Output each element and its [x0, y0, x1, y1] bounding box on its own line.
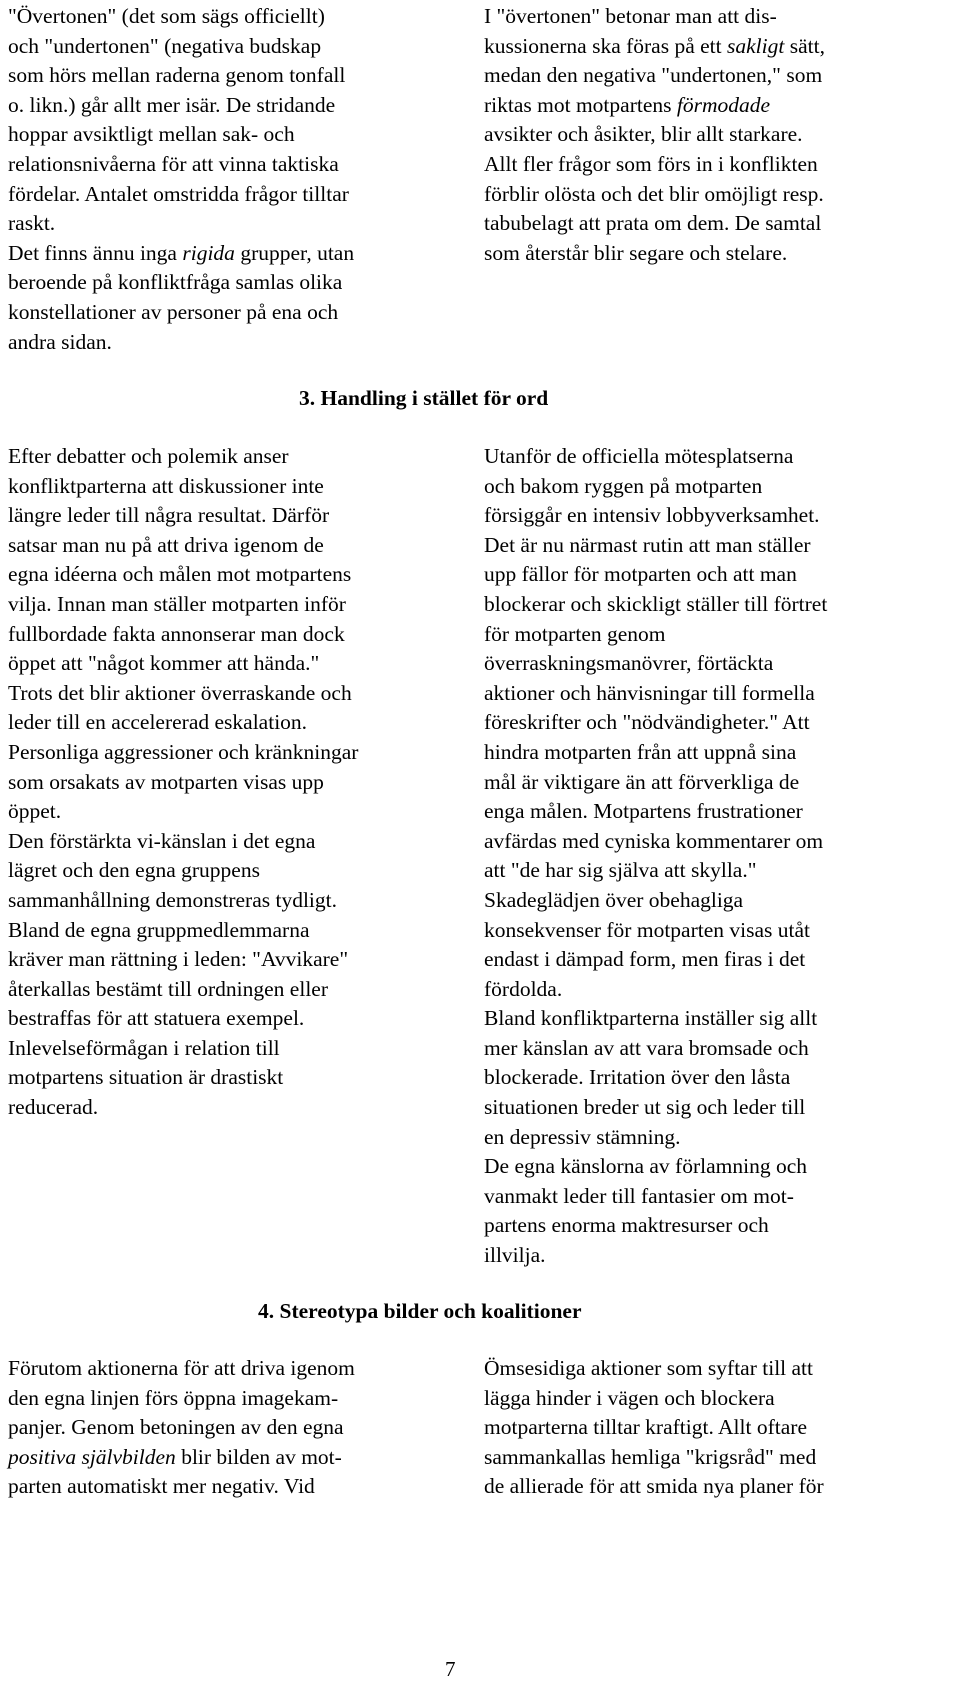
- text-line: Det finns ännu inga rigida grupper, utan: [8, 240, 355, 265]
- text-line: öppet.: [8, 799, 62, 824]
- text-line: återkallas bestämt till ordningen eller: [8, 976, 329, 1001]
- text-line: tabubelagt att prata om dem. De samtal: [484, 211, 822, 236]
- text-line: leder till en accelererad eskalation.: [8, 710, 308, 735]
- text-line: Den förstärkta vi-känslan i det egna: [8, 828, 316, 853]
- text-line: partens enorma maktresurser och: [484, 1213, 769, 1238]
- text-line: kräver man rättning i leden: "Avvikare": [8, 947, 349, 972]
- text-line: konfliktparterna att diskussioner inte: [8, 473, 324, 498]
- text-line: andra sidan.: [8, 329, 112, 354]
- text-line: som återstår blir segare och stelare.: [484, 240, 788, 265]
- text-line: sammankallas hemliga "krigsråd" med: [484, 1444, 817, 1469]
- text-line: fördelar. Antalet omstridda frågor tilltar: [8, 181, 349, 206]
- text-line: som hörs mellan raderna genom tonfall: [8, 63, 346, 88]
- text-line: satsar man nu på att driva igenom de: [8, 532, 324, 557]
- section3-left-column: [8, 442, 468, 1123]
- text-line: avfärdas med cyniska kommentarer om: [484, 828, 824, 853]
- text-line: konsekvenser för motparten visas utåt: [484, 917, 810, 942]
- text-line: egna idéerna och målen mot motpartens: [8, 562, 352, 587]
- text-line: Trots det blir aktioner överraskande och: [8, 680, 352, 705]
- text-line: lägret och den egna gruppens: [8, 858, 260, 883]
- text-line: situationen breder ut sig och leder till: [484, 1095, 806, 1120]
- text-line: blockerade. Irritation över den låsta: [484, 1065, 791, 1090]
- text-line: motpartens situation är drastiskt: [8, 1065, 284, 1090]
- text-line: riktas mot motpartens förmodade: [484, 92, 771, 117]
- page-number: 7: [445, 1657, 456, 1681]
- text-line: konstellationer av personer på ena och: [8, 299, 339, 324]
- text-line: parten automatiskt mer negativ. Vid: [8, 1474, 315, 1499]
- text-line: fördolda.: [484, 976, 563, 1001]
- text-line: försiggår en intensiv lobbyverksamhet.: [484, 503, 820, 528]
- text-line: blockerar och skickligt ställer till förtret: [484, 591, 828, 616]
- text-line: hindra motparten från att uppnå sina: [484, 739, 797, 764]
- text-line: illvilja.: [484, 1243, 546, 1268]
- text-line: Efter debatter och polemik anser: [8, 444, 289, 468]
- text-line: aktioner och hänvisningar till formella: [484, 680, 815, 705]
- text-line: avsikter och åsikter, blir allt starkare.: [484, 122, 803, 147]
- section3-right-column: [484, 442, 954, 1271]
- text-line: Allt fler frågor som förs in i konflikten: [484, 151, 818, 176]
- text-line: föreskrifter och "nödvändigheter." Att: [484, 710, 810, 735]
- text-line: och "undertonen" (negativa budskap: [8, 33, 322, 58]
- text-line: som orsakats av motparten visas upp: [8, 769, 324, 794]
- text-line: De egna känslorna av förlamning och: [484, 1154, 807, 1179]
- text-line: och bakom ryggen på motparten: [484, 473, 763, 498]
- section-heading-4: 4. Stereotypa bilder och koalitioner: [258, 1299, 582, 1323]
- text-line: Utanför de officiella mötesplatserna: [484, 444, 794, 468]
- emphasized-text: sakligt: [727, 33, 785, 58]
- text-line: den egna linjen förs öppna imagekam-: [8, 1385, 339, 1410]
- text-line: Förutom aktionerna för att driva igenom: [8, 1356, 355, 1380]
- text-line: att "de har sig själva att skylla.": [484, 858, 757, 883]
- text-line: upp fällor för motparten och att man: [484, 562, 797, 587]
- text-line: sammanhållning demonstreras tydligt.: [8, 887, 338, 912]
- text-line: en depressiv stämning.: [484, 1124, 681, 1149]
- text-line: vanmakt leder till fantasier om mot-: [484, 1183, 794, 1208]
- text-line: hoppar avsiktligt mellan sak- och: [8, 122, 295, 147]
- text-line: Det är nu närmast rutin att man ställer: [484, 532, 811, 557]
- section1-right-column: [484, 2, 954, 268]
- text-line: beroende på konfliktfråga samlas olika: [8, 270, 343, 295]
- text-line: reducerad.: [8, 1095, 99, 1120]
- text-line: panjer. Genom betoningen av den egna: [8, 1415, 344, 1440]
- text-line: de allierade för att smida nya planer för: [484, 1474, 824, 1499]
- section1-left-column: [8, 2, 468, 357]
- text-line: mål är viktigare än att förverkliga de: [484, 769, 800, 794]
- text-line: Personliga aggressioner och kränkningar: [8, 739, 359, 764]
- text-line: Bland konfliktparterna inställer sig allt: [484, 1006, 818, 1031]
- section4-left-column: [8, 1354, 468, 1502]
- emphasized-text: positiva självbilden: [8, 1444, 176, 1469]
- text-line: I "övertonen" betonar man att dis-: [484, 4, 777, 28]
- text-line: "Övertonen" (det som sägs officiellt): [8, 4, 325, 28]
- text-line: fullbordade fakta annonserar man dock: [8, 621, 345, 646]
- section4-right-column: [484, 1354, 954, 1502]
- emphasized-text: förmodade: [676, 92, 771, 117]
- text-line: vilja. Innan man ställer motparten inför: [8, 591, 346, 616]
- text-line: medan den negativa "undertonen," som: [484, 63, 823, 88]
- text-line: Inlevelseförmågan i relation till: [8, 1035, 280, 1060]
- text-line: Bland de egna gruppmedlemmarna: [8, 917, 310, 942]
- text-line: överraskningsmanövrer, förtäckta: [484, 651, 774, 676]
- text-line: bestraffas för att statuera exempel.: [8, 1006, 305, 1031]
- text-line: endast i dämpad form, men firas i det: [484, 947, 806, 972]
- text-line: lägga hinder i vägen och blockera: [484, 1385, 775, 1410]
- text-line: längre leder till några resultat. Därför: [8, 503, 330, 528]
- text-line: enga målen. Motpartens frustrationer: [484, 799, 803, 824]
- text-line: öppet att "något kommer att hända.": [8, 651, 320, 676]
- text-line: o. likn.) går allt mer isär. De stridande: [8, 92, 336, 117]
- text-line: Skadeglädjen över obehagliga: [484, 887, 744, 912]
- text-line: mer känslan av att vara bromsade och: [484, 1035, 809, 1060]
- emphasized-text: rigida: [182, 240, 235, 265]
- text-line: förblir olösta och det blir omöjligt resp.: [484, 181, 824, 206]
- text-line: Ömsesidiga aktioner som syftar till att: [484, 1356, 814, 1380]
- section-heading-3: 3. Handling i stället för ord: [299, 386, 549, 410]
- text-line: raskt.: [8, 211, 56, 236]
- text-line: positiva självbilden blir bilden av mot-: [8, 1444, 342, 1469]
- text-line: kussionerna ska föras på ett sakligt sätt,: [484, 33, 825, 58]
- text-line: motparterna tilltar kraftigt. Allt oftare: [484, 1415, 807, 1440]
- text-line: relationsnivåerna för att vinna taktiska: [8, 151, 339, 176]
- text-line: för motparten genom: [484, 621, 666, 646]
